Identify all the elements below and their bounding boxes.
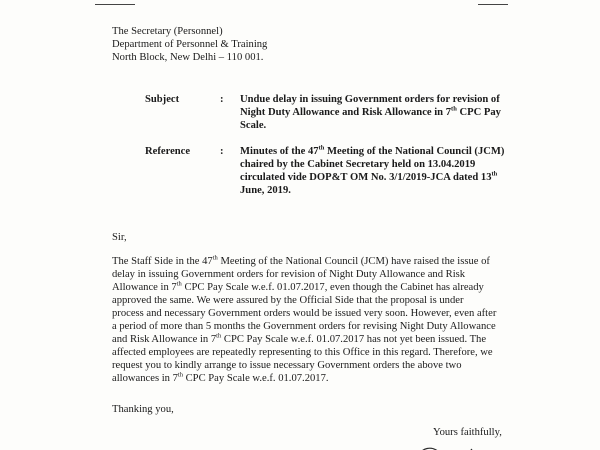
body-line: a period of more than 5 months the Government orders for revising Night Duty Allowance (112, 321, 496, 332)
salutation: Sir, (112, 232, 127, 243)
recipient-address (112, 25, 267, 64)
body-line: delay in issuing Government orders for revision of Night Duty Allowance and Risk (112, 269, 466, 280)
body-line: approved the same. We were assured by the Official Side that the proposal is under (112, 295, 464, 306)
reference-line: Minutes of the 47th Meeting of the National Council (JCM) (240, 144, 505, 157)
subject-line: Scale. (240, 120, 267, 131)
body-line: and Risk Allowance in 7th CPC Pay Scale w.e.f. 01.07.2017 has not yet been issued. The (112, 332, 487, 345)
subject-label: Subject (145, 94, 180, 105)
top-edge-mark (95, 0, 135, 5)
reference-block (145, 145, 545, 197)
reference-line: circulated vide DOP&T OM No. 3/1/2019-JCA dated 13th (240, 170, 498, 183)
address-line: Department of Personnel & Training (112, 39, 268, 50)
reference-line: chaired by the Cabinet Secretary held on 13.04.2019 (240, 159, 476, 170)
body-line: allowances in 7th CPC Pay Scale w.e.f. 01.07.2017. (112, 371, 329, 384)
subject-text (240, 93, 545, 132)
address-line: North Block, New Delhi – 110 001. (112, 52, 264, 63)
subject-colon: : (220, 94, 224, 105)
reference-text (240, 145, 545, 197)
body-paragraph (112, 255, 544, 385)
subject-block (145, 93, 545, 132)
address-line: The Secretary (Personnel) (112, 26, 223, 37)
signoff: Yours faithfully, (433, 427, 502, 438)
reference-colon: : (220, 146, 224, 157)
body-line: The Staff Side in the 47th Meeting of the National Council (JCM) have raised the issue of (112, 254, 490, 267)
body-line: Allowance in 7th CPC Pay Scale w.e.f. 01.07.2017, even though the Cabinet has already (112, 280, 484, 293)
reference-line: June, 2019. (240, 185, 291, 196)
top-edge-mark-right (478, 0, 508, 5)
subject-line: Night Duty Allowance and Risk Allowance in 7th CPC Pay (240, 105, 501, 118)
body-line: affected employees are repeatedly representing to this Office in this regard. Therefore, we (112, 347, 493, 358)
closing-line: Thanking you, (112, 404, 174, 415)
reference-label: Reference (145, 146, 191, 157)
signature-stroke (410, 437, 480, 450)
body-line: request you to kindly arrange to issue necessary Government orders the above two (112, 360, 462, 371)
body-line: process and necessary Government orders would be issued very soon. However, even after (112, 308, 497, 319)
subject-line: Undue delay in issuing Government orders for revision of (240, 94, 500, 105)
